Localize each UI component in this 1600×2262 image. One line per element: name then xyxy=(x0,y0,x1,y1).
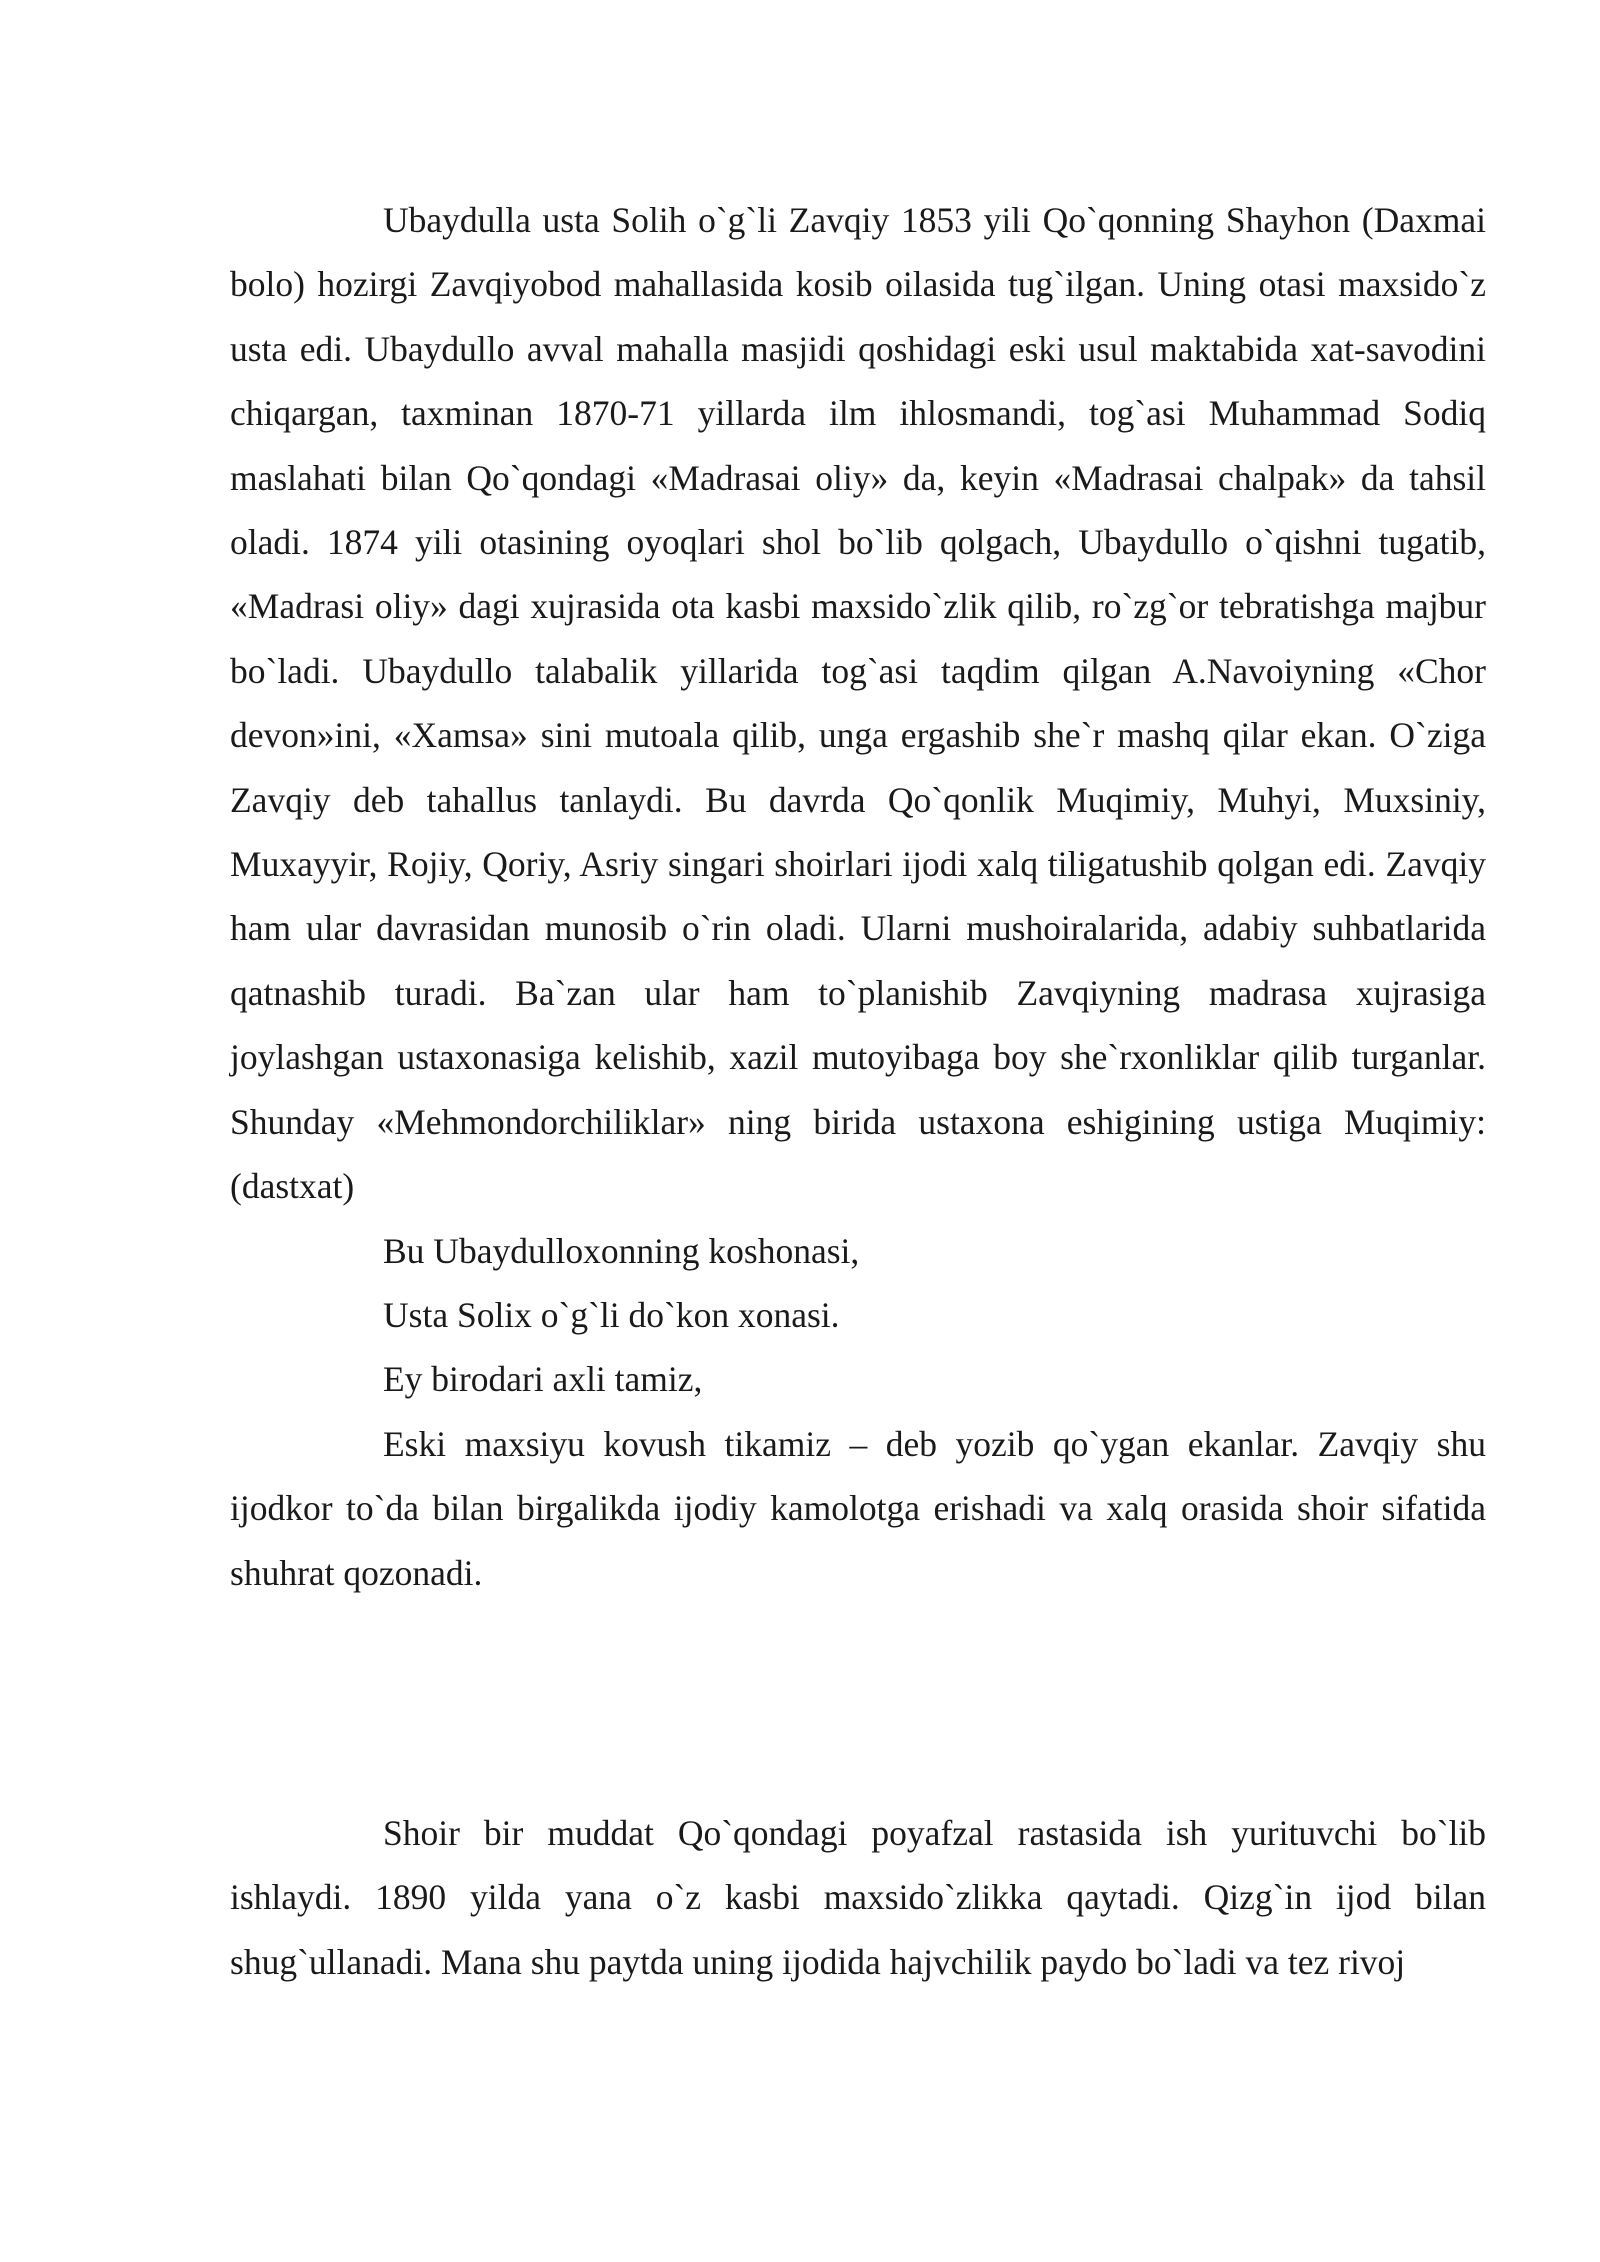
paragraph-2: Eski maxsiyu kovush tikamiz – deb yozib qo`ygan ekanlar. Zavqiy shu ijodkor to`da bilan birgalikda ijodiy kamolotga erishadi va xalq orasida shoir sifatida shuhrat qozonadi. xyxy=(230,1423,1486,1593)
paragraph-1: Ubaydulla usta Solih o`g`li Zavqiy 1853 yili Qo`qonning Shayhon (Daxmai bolo) hozirgi Zavqiyobod mahallasida kosib oilasida tug`ilgan. Uning otasi maxsido`z usta edi. Ubaydullo avval mahalla masjidi qoshidagi eski usul maktabida xat-savodini chiqargan, taxminan 1870-71 yillarda ilm ihlosmandi, tog`asi Muhammad Sodiq maslahati bilan Qo`qondagi «Madrasai oliy» da, keyin «Madrasai chalpak» da tahsil oladi. 1874 yili otasining oyoqlari shol bo`lib qolgach, Ubaydullo o`qishni tugatib, «Madrasi oliy» dagi xujrasida ota kasbi maxsido`zlik qilib, ro`zg`or tebratishga majbur bo`ladi. Ubaydullo talabalik yillarida tog`asi taqdim qilgan A.Navoiyning «Chor devon»ini, «Xamsa» sini mutoala qilib, unga ergashib she`r mashq qilar ekan. O`ziga Zavqiy deb tahallus tanlaydi. Bu davrda Qo`qonlik Muqimiy, Muhyi, Muxsiniy, Muxayyir, Rojiy, Qoriy, Asriy singari shoirlari ijodi xalq tiligatushib qolgan edi. Zavqiy ham ular davrasidan munosib o`rin oladi. Ularni mushoiralarida, adabiy suhbatlarida qatnashib turadi. Ba`zan ular ham to`planishib Zavqiyning madrasa xujrasiga joylashgan ustaxonasiga kelishib, xazil mutoyibaga boy she`rxonliklar qilib turganlar. Shunday «Mehmondorchiliklar» ning birida ustaxona eshigining ustiga Muqimiy: (dastxat) xyxy=(230,200,1486,1207)
paragraph-3: Shoir bir muddat Qo`qondagi poyafzal rastasida ish yurituvchi bo`lib ishlaydi. 1890 yilda yana o`z kasbi maxsido`zlikka qaytadi. Qizg`in ijod bilan shug`ullanadi. Mana shu paytda uning ijodida hajvchilik paydo bo`ladi va tez rivoj xyxy=(230,1812,1486,1982)
verse-line-2: Usta Solix o`g`li do`kon xonasi. xyxy=(383,1294,840,1335)
paragraph-spacer xyxy=(230,1605,1486,1801)
document-body xyxy=(230,188,1486,1994)
verse-line-1: Bu Ubaydulloxonning koshonasi, xyxy=(383,1230,860,1271)
verse-line-3: Ey birodari axli tamiz, xyxy=(383,1359,703,1400)
